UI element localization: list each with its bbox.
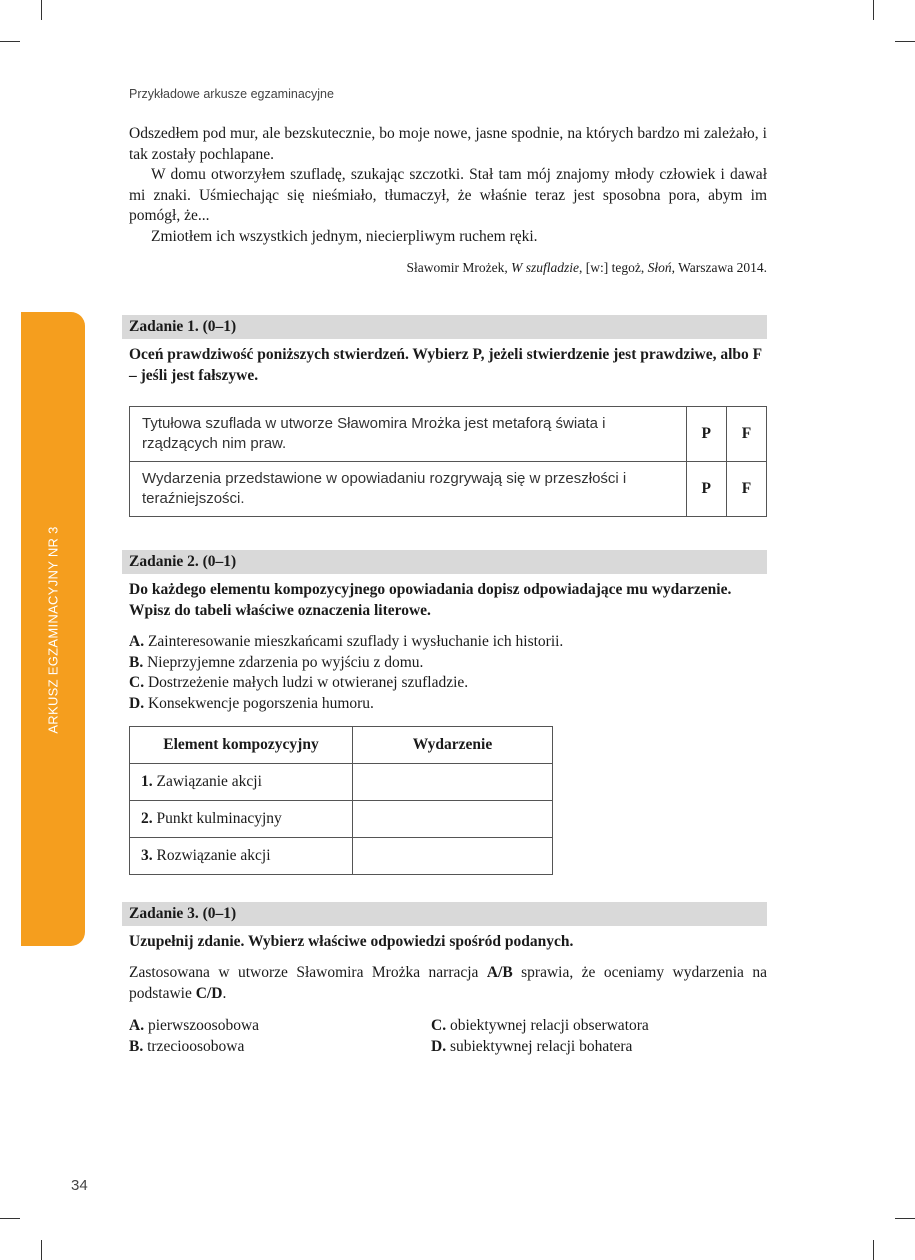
column-header: Element kompozycyjny — [130, 727, 353, 764]
element-cell — [130, 764, 353, 801]
sentence-part: . — [222, 984, 227, 1002]
citation-end: , Warszawa 2014. — [671, 260, 767, 275]
crop-mark — [895, 1218, 915, 1219]
task3-title: Zadanie 3. (0–1) — [129, 905, 237, 922]
option-letter: C. — [129, 674, 145, 691]
crop-mark — [895, 41, 915, 42]
option-text: subiektywnej relacji bohatera — [446, 1037, 633, 1055]
choice-cd: C/D — [195, 984, 223, 1002]
option-text: Dostrzeżenie małych ludzi w otwieranej szufladzie. — [144, 674, 469, 691]
citation-mid: , [w:] tegoż, — [578, 260, 648, 275]
sentence-part: sprawia, że oceniamy wydarzenia na podstawie — [129, 964, 767, 1002]
answer-cell[interactable] — [353, 764, 553, 801]
choice-ab: A/B — [486, 964, 513, 981]
answer-cell[interactable] — [353, 838, 553, 875]
literary-passage — [129, 124, 767, 247]
table-row — [130, 764, 553, 801]
row-number: 3. — [141, 847, 153, 864]
page-number: 34 — [71, 1177, 88, 1194]
running-header: Przykładowe arkusze egzaminacyjne — [129, 87, 334, 101]
composition-table — [129, 726, 553, 875]
options-right — [431, 1016, 649, 1057]
list-item — [129, 694, 767, 715]
option-letter: A. — [129, 633, 145, 650]
passage-paragraph: W domu otworzyłem szufladę, szukając szczotki. Stał tam mój znajomy młody człowiek i dawał mi znaki. Uśmiechając się nieśmiało, tłumaczył, że właśnie teraz jest sposobna pora, abym im pomógł, że... — [129, 166, 767, 224]
true-option[interactable]: P — [686, 462, 726, 517]
task1-title: Zadanie 1. (0–1) — [129, 318, 237, 335]
task3-sentence — [129, 963, 767, 1004]
option-text: pierwszoosobowa — [144, 1017, 260, 1034]
crop-mark — [41, 1240, 42, 1260]
option-letter: B. — [129, 653, 144, 671]
list-item — [129, 653, 767, 674]
list-item — [129, 632, 767, 653]
row-label: Rozwiązanie akcji — [152, 847, 271, 864]
option-letter: C. — [431, 1017, 447, 1034]
option-letter: B. — [129, 1037, 144, 1055]
citation-author: Sławomir Mrożek, — [406, 260, 512, 275]
task3-header — [122, 902, 767, 926]
option-text: trzecioosobowa — [143, 1037, 245, 1055]
option-c[interactable] — [431, 1016, 649, 1037]
crop-mark — [0, 1218, 20, 1219]
option-a[interactable] — [129, 1016, 259, 1037]
true-false-table — [129, 406, 767, 517]
option-text: Konsekwencje pogorszenia humoru. — [144, 694, 374, 712]
crop-mark — [0, 41, 20, 42]
table-row — [130, 407, 767, 462]
row-label: Punkt kulminacyjny — [152, 810, 282, 827]
true-option[interactable]: P — [686, 407, 726, 462]
passage-paragraph: Odszedłem pod mur, ale bezskutecznie, bo moje nowe, jasne spodnie, na których bardzo mi zależało, i tak zostały pochlapane. — [129, 125, 767, 163]
row-number: 2. — [141, 810, 153, 827]
task3-instruction: Uzupełnij zdanie. Wybierz właściwe odpowiedzi spośród podanych. — [129, 933, 574, 950]
row-number: 1. — [141, 773, 153, 790]
options-left — [129, 1016, 259, 1057]
false-option[interactable]: F — [726, 407, 766, 462]
statement-cell: Tytułowa szuflada w utworze Sławomira Mrożka jest metaforą świata i rządzących nim praw. — [130, 407, 687, 462]
option-letter: A. — [129, 1017, 145, 1034]
option-d[interactable] — [431, 1037, 649, 1058]
statement-cell: Wydarzenia przedstawione w opowiadaniu rozgrywają się w przeszłości i teraźniejszości. — [130, 462, 687, 517]
crop-mark — [873, 0, 874, 20]
table-header-row — [130, 727, 553, 764]
option-letter: D. — [129, 694, 145, 712]
option-text: Nieprzyjemne zdarzenia po wyjściu z domu. — [143, 653, 424, 671]
column-header: Wydarzenie — [353, 727, 553, 764]
option-text: obiektywnej relacji obserwatora — [446, 1017, 649, 1034]
side-tab-label: ARKUSZ EGZAMINACYJNY NR 3 — [45, 526, 61, 734]
citation-title: W szufladzie — [511, 260, 579, 275]
list-item — [129, 673, 767, 694]
table-row — [130, 801, 553, 838]
crop-mark — [41, 0, 42, 20]
task1-header — [122, 315, 767, 339]
element-cell — [130, 838, 353, 875]
task2-title: Zadanie 2. (0–1) — [129, 553, 237, 570]
event-options — [129, 632, 767, 714]
row-label: Zawiązanie akcji — [152, 773, 262, 790]
crop-mark — [873, 1240, 874, 1260]
option-text: Zainteresowanie mieszkańcami szuflady i wysłuchanie ich historii. — [144, 633, 564, 650]
source-citation — [129, 260, 767, 276]
citation-book: Słoń — [647, 260, 672, 275]
option-letter: D. — [431, 1037, 447, 1055]
task2-header — [122, 550, 767, 574]
element-cell — [130, 801, 353, 838]
passage-paragraph: Zmiotłem ich wszystkich jednym, niecierpliwym ruchem ręki. — [151, 227, 538, 245]
table-row — [130, 838, 553, 875]
option-b[interactable] — [129, 1037, 259, 1058]
false-option[interactable]: F — [726, 462, 766, 517]
table-row — [130, 462, 767, 517]
task2-instruction: Do każdego elementu kompozycyjnego opowiadania dopisz odpowiadające mu wydarzenie. Wpisz do tabeli właściwe oznaczenia literowe. — [129, 581, 732, 619]
answer-cell[interactable] — [353, 801, 553, 838]
sentence-part: Zastosowana w utworze Sławomira Mrożka narracja — [129, 964, 487, 981]
task1-instruction: Oceń prawdziwość poniższych stwierdzeń. Wybierz P, jeżeli stwierdzenie jest prawdziwe, albo F – jeśli jest fałszywe. — [129, 346, 762, 384]
